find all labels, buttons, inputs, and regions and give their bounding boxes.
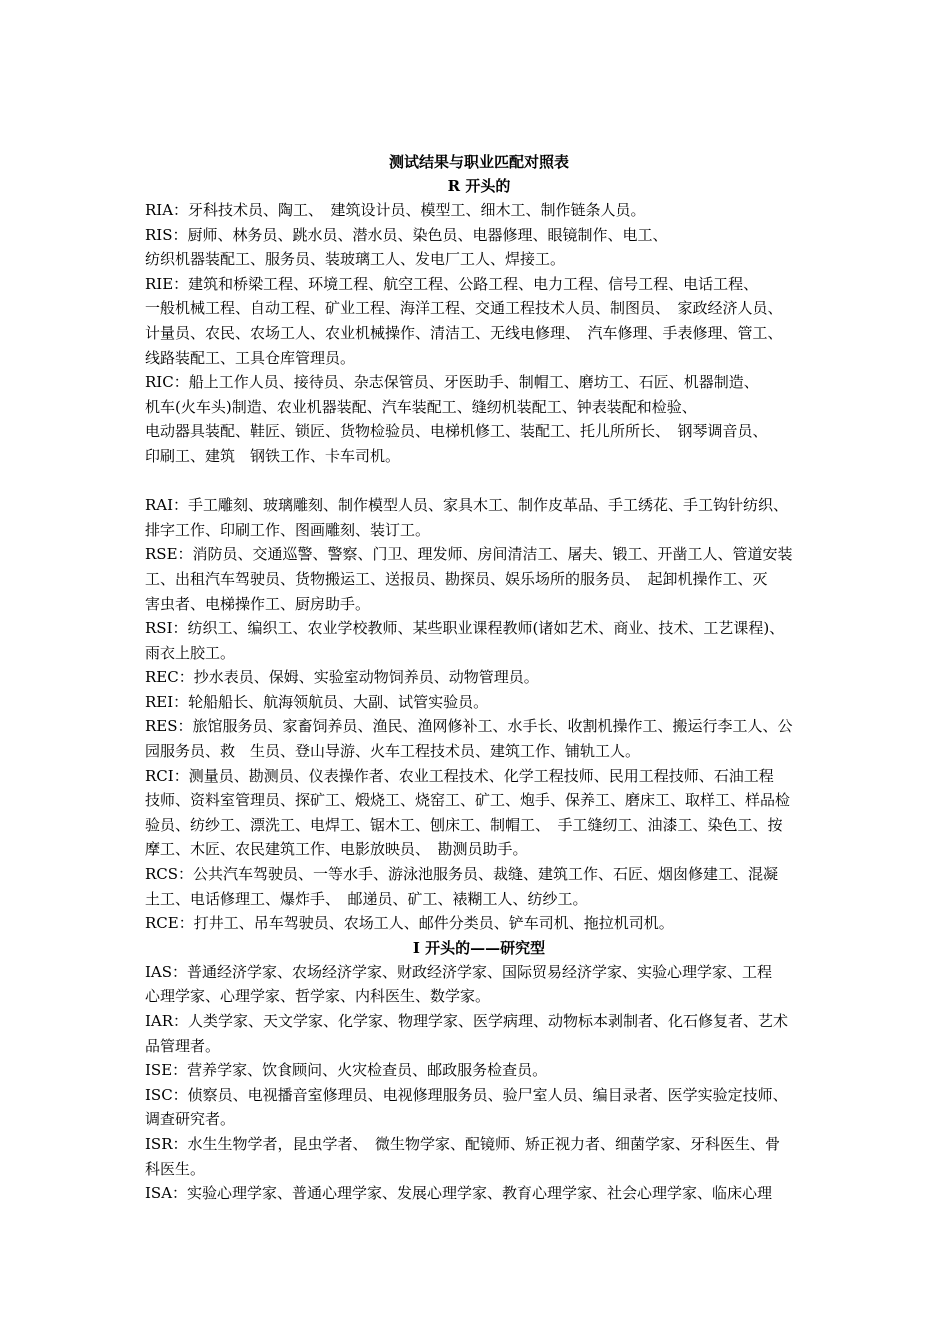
entry-ria bbox=[145, 198, 813, 223]
entry-line: 科医生。 bbox=[145, 1159, 206, 1178]
document-page bbox=[145, 150, 813, 1206]
entry-line: 品管理者。 bbox=[145, 1036, 221, 1055]
entry-line: ISR：水生生物学者，昆虫学者、 微生物学家、配镜师、矫正视力者、细菌学家、牙科医生、骨 bbox=[145, 1134, 780, 1153]
entry-line: RCS：公共汽车驾驶员、一等水手、游泳池服务员、裁缝、建筑工作、石匠、烟囱修建工、混凝 bbox=[145, 865, 779, 884]
entry-line: 一般机械工程、自动工程、矿业工程、海洋工程、交通工程技术人员、制图员、 家政经济人员、 bbox=[145, 299, 783, 318]
section-heading-i: I 开头的——研究型 bbox=[412, 938, 546, 957]
entry-line: IAS：普通经济学家、农场经济学家、财政经济学家、国际贸易经济学家、实验心理学家、工程 bbox=[145, 962, 773, 981]
entry-line: RCI：测量员、勘测员、仪表操作者、农业工程技术、化学工程技师、民用工程技师、石油工程 bbox=[145, 766, 774, 785]
entry-line: RSE：消防员、交通巡警、警察、门卫、理发师、房间清洁工、屠夫、锻工、开凿工人、管道安装 bbox=[145, 545, 793, 564]
section-heading-r: R 开头的 bbox=[447, 177, 511, 195]
entry-line: RIS：厨师、林务员、跳水员、潜水员、染色员、电器修理、眼镜制作、电工、 bbox=[145, 225, 668, 244]
entry-rsi bbox=[145, 616, 813, 665]
entry-line: 摩工、木匠、农民建筑工作、电影放映员、 勘测员助手。 bbox=[145, 840, 528, 859]
entry-rei bbox=[145, 690, 813, 715]
entry-line: ISE：营养学家、饮食顾问、火灾检查员、邮政服务检查员。 bbox=[145, 1061, 548, 1080]
entry-line: 调查研究者。 bbox=[145, 1110, 236, 1129]
entry-line: 土工、电话修理工、爆炸手、 邮递员、矿工、裱糊工人、纺纱工。 bbox=[145, 889, 588, 908]
entry-line: 纺织机器装配工、服务员、装玻璃工人、发电厂工人、焊接工。 bbox=[145, 250, 566, 269]
entry-line: REI：轮船船长、航海领航员、大副、试管实验员。 bbox=[145, 692, 489, 711]
entry-line: 排字工作、印刷工作、图画雕刻、装订工。 bbox=[145, 520, 431, 539]
entry-isc bbox=[145, 1083, 813, 1132]
entry-line: 雨衣上胶工。 bbox=[145, 643, 236, 662]
entry-line: RAI：手工雕刻、玻璃雕刻、制作模型人员、家具木工、制作皮革品、手工绣花、手工钩针纺织、 bbox=[145, 496, 789, 515]
entry-line: 验员、纺纱工、漂洗工、电焊工、锯木工、刨床工、制帽工、 手工缝纫工、油漆工、染色工、按 bbox=[145, 815, 783, 834]
entry-line: RIE：建筑和桥梁工程、环境工程、航空工程、公路工程、电力工程、信号工程、电话工程、 bbox=[145, 274, 759, 293]
entry-rce bbox=[145, 911, 813, 936]
entry-line: 害虫者、电梯操作工、厨房助手。 bbox=[145, 594, 371, 613]
blank-line bbox=[145, 469, 813, 494]
entry-ris bbox=[145, 223, 813, 272]
entry-line: 园服务员、救 生员、登山导游、火车工程技术员、建筑工作、铺轨工人。 bbox=[145, 742, 641, 761]
entry-line: REC：抄水表员、保姆、实验室动物饲养员、动物管理员。 bbox=[145, 668, 539, 687]
entry-line: 心理学家、心理学家、哲学家、内科医生、数学家。 bbox=[145, 987, 491, 1006]
entry-line: 机车(火车头)制造、农业机器装配、汽车装配工、缝纫机装配工、钟表装配和检验、 bbox=[145, 397, 697, 416]
section-r-entries bbox=[145, 198, 813, 936]
entry-line: RCE：打井工、吊车驾驶员、农场工人、邮件分类员、铲车司机、拖拉机司机。 bbox=[145, 914, 674, 933]
entry-ise bbox=[145, 1058, 813, 1083]
section-i-entries bbox=[145, 960, 813, 1206]
entry-rec bbox=[145, 665, 813, 690]
entry-line: 线路装配工、工具仓库管理员。 bbox=[145, 348, 356, 367]
entry-isr bbox=[145, 1132, 813, 1181]
entry-line: ISC：侦察员、电视播音室修理员、电视修理服务员、验尸室人员、编目录者、医学实验定技师、 bbox=[145, 1085, 788, 1104]
entry-rse bbox=[145, 542, 813, 616]
entry-line: 印刷工、建筑 钢铁工作、卡车司机。 bbox=[145, 446, 401, 465]
entry-line: RIC：船上工作人员、接待员、杂志保管员、牙医助手、制帽工、磨坊工、石匠、机器制造、 bbox=[145, 373, 759, 392]
entry-rcs bbox=[145, 862, 813, 911]
entry-line: 计量员、农民、农场工人、农业机械操作、清洁工、无线电修理、 汽车修理、手表修理、管工、 bbox=[145, 323, 783, 342]
entry-line: RES：旅馆服务员、家畜饲养员、渔民、渔网修补工、水手长、收割机操作工、搬运行李工人、公 bbox=[145, 717, 793, 736]
entry-line: 电动器具装配、鞋匠、锁匠、货物检验员、电梯机修工、装配工、托儿所所长、 钢琴调音员、 bbox=[145, 422, 768, 441]
entry-line: IAR：人类学家、天文学家、化学家、物理学家、医学病理、动物标本剥制者、化石修复者、艺术 bbox=[145, 1012, 789, 1030]
entry-line: RIA：牙科技术员、陶工、 建筑设计员、模型工、细木工、制作链条人员。 bbox=[145, 201, 646, 219]
entry-iar bbox=[145, 1009, 813, 1058]
entry-res bbox=[145, 714, 813, 763]
entry-line: ISA：实验心理学家、普通心理学家、发展心理学家、教育心理学家、社会心理学家、临床心理 bbox=[145, 1184, 773, 1203]
entry-line: 技师、资料室管理员、探矿工、煅烧工、烧窑工、矿工、炮手、保养工、磨床工、取样工、样品检 bbox=[145, 791, 791, 810]
entry-rai bbox=[145, 493, 813, 542]
entry-line: RSI：纺织工、编织工、农业学校教师、某些职业课程教师(诸如艺术、商业、技术、工艺课程)、 bbox=[145, 619, 785, 638]
entry-rie bbox=[145, 272, 813, 370]
entry-isa bbox=[145, 1181, 813, 1206]
entry-ias bbox=[145, 960, 813, 1009]
entry-line: 工、出租汽车驾驶员、货物搬运工、送报员、勘探员、娱乐场所的服务员、 起卸机操作工、灭 bbox=[145, 569, 768, 588]
entry-ric bbox=[145, 370, 813, 468]
entry-rci bbox=[145, 764, 813, 862]
document-title: 测试结果与职业匹配对照表 bbox=[388, 153, 569, 171]
